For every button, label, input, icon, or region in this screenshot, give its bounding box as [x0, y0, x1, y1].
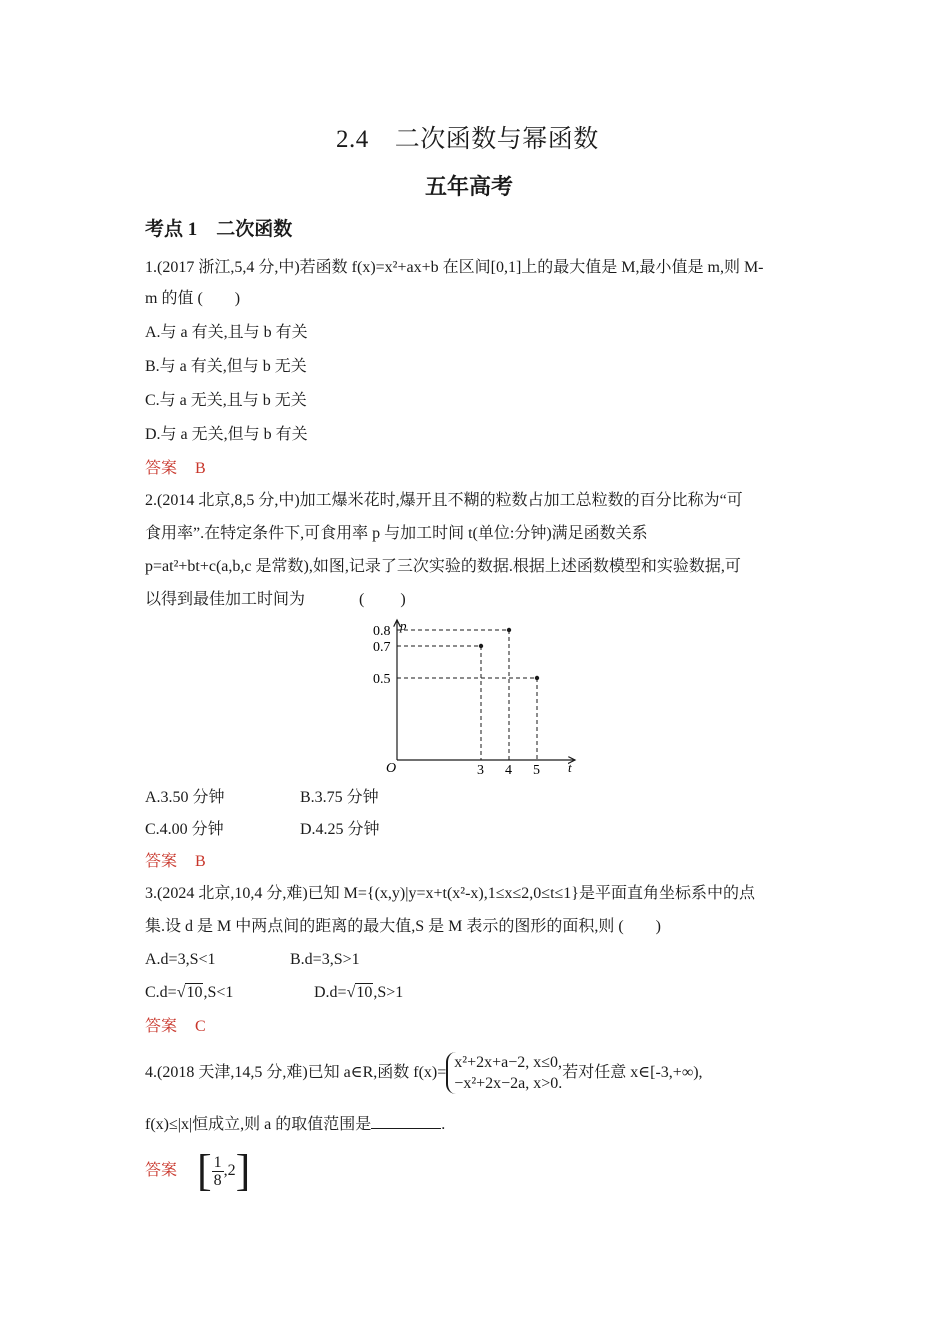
- sqrt-expression: √10: [346, 984, 373, 1001]
- q1-line1: 1.(2017 浙江,5,4 分,中)若函数 f(x)=x²+ax+b 在区间[0,1]上的最大值是 M,最小值是 m,则 M-: [145, 259, 764, 276]
- data-point-1: [507, 628, 511, 632]
- answer-label: 答案: [145, 460, 178, 477]
- q2-option-b: B.3.75 分钟: [300, 789, 379, 806]
- q1-option-c: C.与 a 无关,且与 b 无关: [145, 392, 307, 409]
- q1-option-d: D.与 a 无关,但与 b 有关: [145, 426, 308, 443]
- y-tick-label-1: 0.7: [373, 640, 391, 655]
- q3-option-b: B.d=3,S>1: [290, 951, 360, 968]
- q3-line2: 集.设 d 是 M 中两点间的距离的最大值,S 是 M 表示的图形的面积,则 ( ): [145, 918, 662, 935]
- subtitle: 五年高考: [425, 174, 514, 199]
- q2-option-d: D.4.25 分钟: [300, 821, 380, 838]
- y-axis-label: p: [400, 618, 407, 633]
- answer-label: 答案: [145, 853, 178, 870]
- q3-answer: [145, 1017, 206, 1037]
- q4-suffix: 若对任意 x∈[-3,+∞),: [562, 1064, 703, 1081]
- q2-line4: 以得到最佳加工时间为 ( ): [145, 591, 406, 608]
- case-1: x²+2x+a−2, x≤0,: [454, 1054, 563, 1071]
- piecewise-function: [446, 1052, 562, 1094]
- q2-line1: 2.(2014 北京,8,5 分,中)加工爆米花时,爆开且不糊的粒数占加工总粒数的百分比称为“可: [145, 492, 743, 509]
- q3-option-d: D.d=√10,S>1: [314, 984, 404, 1001]
- q3-option-c: C.d=√10,S<1: [145, 984, 234, 1001]
- q2-option-c: C.4.00 分钟: [145, 821, 224, 838]
- q4-line1: [145, 1048, 703, 1098]
- fraction: $\frac{1}{8}$: [213, 1153, 222, 1189]
- topic-heading: 考点 1 二次函数: [145, 219, 293, 240]
- answer-blank: [371, 1114, 441, 1129]
- q1-option-a: A.与 a 有关,且与 b 有关: [145, 324, 308, 341]
- section-number: 2.4: [336, 126, 369, 153]
- data-point-2: [535, 676, 539, 680]
- answer-value: B: [195, 460, 206, 477]
- x-tick-label-1: 4: [505, 763, 512, 778]
- q3-line1: 3.(2024 北京,10,4 分,难)已知 M={(x,y)|y=x+t(x²-x),1≤x≤2,0≤t≤1}是平面直角坐标系中的点: [145, 885, 755, 902]
- q1-answer: [145, 459, 206, 479]
- y-tick-label-0: 0.5: [373, 672, 391, 687]
- interval-answer: [ $\frac{1}{8}$ ,2 ]: [197, 1146, 251, 1195]
- q4-prefix: 4.(2018 天津,14,5 分,难)已知 a∈R,函数 f(x)=: [145, 1064, 447, 1081]
- answer-label: 答案: [145, 1018, 178, 1035]
- q2-line3: p=at²+bt+c(a,b,c 是常数),如图,记录了三次实验的数据.根据上述函数模型和实验数据,可: [145, 558, 741, 575]
- answer-label: 答案: [145, 1162, 178, 1179]
- q2-option-a: A.3.50 分钟: [145, 789, 225, 806]
- q2-line4-text: 以得到最佳加工时间为: [145, 591, 306, 608]
- case-2: −x²+2x−2a, x>0.: [454, 1075, 563, 1092]
- q1-option-b: B.与 a 有关,但与 b 无关: [145, 358, 307, 375]
- x-axis-label: t: [568, 760, 572, 775]
- q3-option-a: A.d=3,S<1: [145, 951, 216, 968]
- experiment-chart: [360, 612, 590, 782]
- chapter-title: 二次函数与幂函数: [394, 126, 599, 153]
- q4-answer: [145, 1148, 250, 1194]
- page-title: [336, 119, 599, 155]
- origin-label: O: [386, 761, 397, 776]
- x-tick-label-0: 3: [477, 763, 484, 778]
- answer-value: C: [195, 1018, 206, 1035]
- data-point-0: [479, 644, 483, 648]
- q2-line2: 食用率”.在特定条件下,可食用率 p 与加工时间 t(单位:分钟)满足函数关系: [145, 525, 648, 542]
- y-tick-label-2: 0.8: [373, 624, 391, 639]
- answer-value: B: [195, 853, 206, 870]
- x-tick-label-2: 5: [533, 763, 540, 778]
- sqrt-expression: √10: [176, 984, 203, 1001]
- q1-line2: m 的值 ( ): [145, 290, 241, 307]
- q4-line2: f(x)≤|x|恒成立,则 a 的取值范围是 .: [145, 1116, 446, 1133]
- q2-answer: [145, 852, 206, 872]
